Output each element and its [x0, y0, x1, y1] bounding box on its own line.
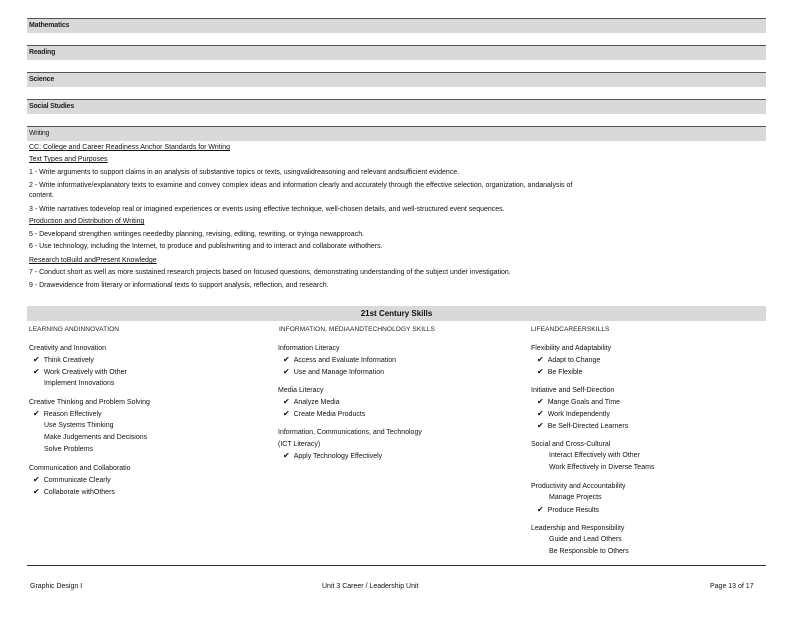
subject-label: Social Studies — [29, 103, 75, 110]
group-title: Flexibility and Adaptability — [531, 345, 612, 352]
skill-item: ✔ Produce Results — [537, 505, 600, 514]
footer-unit: Unit 3 Career / Leadership Unit — [322, 583, 419, 590]
check-icon: ✔ — [537, 505, 544, 514]
standard-item: 9 - Drawevidence from literary or informational texts to support analysis, reflection, and research. — [29, 282, 329, 289]
skill-item: ✔ Create Media Products — [283, 409, 366, 418]
skill-item: ✔ Reason Effectively — [33, 409, 102, 418]
footer-course: Graphic Design I — [30, 583, 83, 590]
skill-item: Solve Problems — [44, 446, 94, 453]
group-title: Leadership and Responsibility — [531, 525, 625, 532]
standard-item: 2 - Write informative/explanatory texts to examine and convey complex ideas and information clearly and accurately through the effective selection, organization, andanalysis of — [29, 182, 573, 189]
skill-item: ✔ Be Flexible — [537, 367, 583, 376]
column-heading-life-career: LIFEANDCAREERSKILLS — [531, 326, 610, 333]
check-icon: ✔ — [283, 397, 290, 406]
section-heading-research: Research toBuild andPresent Knowledge — [29, 257, 157, 264]
check-icon: ✔ — [537, 409, 544, 418]
standard-item: 6 - Use technology, including the Internet, to produce and publishwriting and to interact and collaborate withothers. — [29, 243, 383, 250]
skill-item: ✔ Analyze Media — [283, 397, 340, 406]
subject-label: Mathematics — [29, 22, 70, 29]
writing-standard-title: CC: College and Career Readiness Anchor Standards for Writing — [29, 144, 231, 151]
check-icon: ✔ — [537, 421, 544, 430]
group-title: Social and Cross-Cultural — [531, 441, 611, 448]
subject-band-mathematics — [27, 18, 766, 33]
standard-item: 1 - Write arguments to support claims in an analysis of substantive topics or texts, usingvalidreasoning and relevant andsufficient evidence. — [29, 169, 460, 176]
skill-item: Interact Effectively with Other — [549, 452, 640, 459]
group-title: Creative Thinking and Problem Solving — [29, 399, 150, 406]
subject-band-writing — [27, 126, 766, 141]
subject-band-science — [27, 72, 766, 87]
standard-item: 5 - Developand strengthen writinges neededby planning, revising, editing, rewriting, or tryinga newapproach. — [29, 231, 365, 238]
group-title: Creativity and Innovation — [29, 345, 107, 352]
skill-item: ✔ Think Creatively — [33, 355, 94, 364]
skill-item: ✔ Be Self-Directed Learners — [537, 421, 629, 430]
subject-band-social-studies — [27, 99, 766, 114]
skill-item: ✔ Communicate Clearly — [33, 475, 111, 484]
section-heading-text-types: Text Types and Purposes — [29, 156, 108, 163]
group-title: Information Literacy — [278, 345, 340, 352]
group-title: Communication and Collaboratio — [29, 465, 131, 472]
skill-item: Use Systems Thinking — [44, 422, 114, 429]
standard-item: content. — [29, 192, 54, 199]
check-icon: ✔ — [537, 355, 544, 364]
skill-item: ✔ Collaborate withOthers — [33, 487, 115, 496]
skill-item: ✔ Access and Evaluate Information — [283, 355, 397, 364]
section-heading-production: Production and Distribution of Writing — [29, 218, 145, 225]
skill-item: ✔ Mange Goals and Time — [537, 397, 621, 406]
footer-divider — [27, 565, 766, 566]
check-icon: ✔ — [33, 475, 40, 484]
skill-item: ✔ Use and Manage Information — [283, 367, 384, 376]
group-title: Media Literacy — [278, 387, 324, 394]
skills-header-band — [27, 306, 766, 321]
skill-item: Work Effectively in Diverse Teams — [549, 464, 655, 471]
skill-item: ✔ Work Creatively with Other — [33, 367, 127, 376]
subject-label: Writing — [29, 130, 50, 137]
check-icon: ✔ — [283, 409, 290, 418]
check-icon: ✔ — [283, 451, 290, 460]
skill-item: ✔ Adapt to Change — [537, 355, 601, 364]
check-icon: ✔ — [33, 487, 40, 496]
group-title: Information, Communications, and Technology — [278, 429, 422, 436]
skill-item: Implement Innovations — [44, 380, 115, 387]
skill-item: Make Judgements and Decisions — [44, 434, 148, 441]
skill-item: ✔ Work Independently — [537, 409, 610, 418]
check-icon: ✔ — [33, 367, 40, 376]
subject-label: Science — [29, 76, 55, 83]
group-title: Productivity and Accountability — [531, 483, 626, 490]
check-icon: ✔ — [33, 409, 40, 418]
subject-label: Reading — [29, 49, 56, 56]
check-icon: ✔ — [283, 367, 290, 376]
group-title-continued: (ICT Literacy) — [278, 441, 321, 448]
subject-band-reading — [27, 45, 766, 60]
standard-item: 3 - Write narratives todevelop real or imagined experiences or events using effective technique, well-chosen details, and well-structured event sequences. — [29, 206, 505, 213]
column-heading-learning: LEARNING ANDINNOVATION — [29, 326, 120, 333]
skills-title: 21st Century Skills — [360, 309, 433, 318]
skill-item: Be Responsible to Others — [549, 548, 629, 555]
skill-item: ✔ Apply Technology Effectively — [283, 451, 383, 460]
check-icon: ✔ — [283, 355, 290, 364]
column-heading-information: INFORMATION, MEDIAANDTECHNOLOGY SKILLS — [279, 326, 435, 333]
skill-item: Guide and Lead Others — [549, 536, 622, 543]
standard-item: 7 - Conduct short as well as more sustained research projects based on focused questions, demonstrating understanding of the subject under investigation. — [29, 269, 511, 276]
footer-page: Page 13 of 17 — [710, 583, 754, 590]
check-icon: ✔ — [537, 397, 544, 406]
check-icon: ✔ — [537, 367, 544, 376]
skill-item: Manage Projects — [549, 494, 602, 501]
group-title: Initiative and Self-Direction — [531, 387, 615, 394]
check-icon: ✔ — [33, 355, 40, 364]
